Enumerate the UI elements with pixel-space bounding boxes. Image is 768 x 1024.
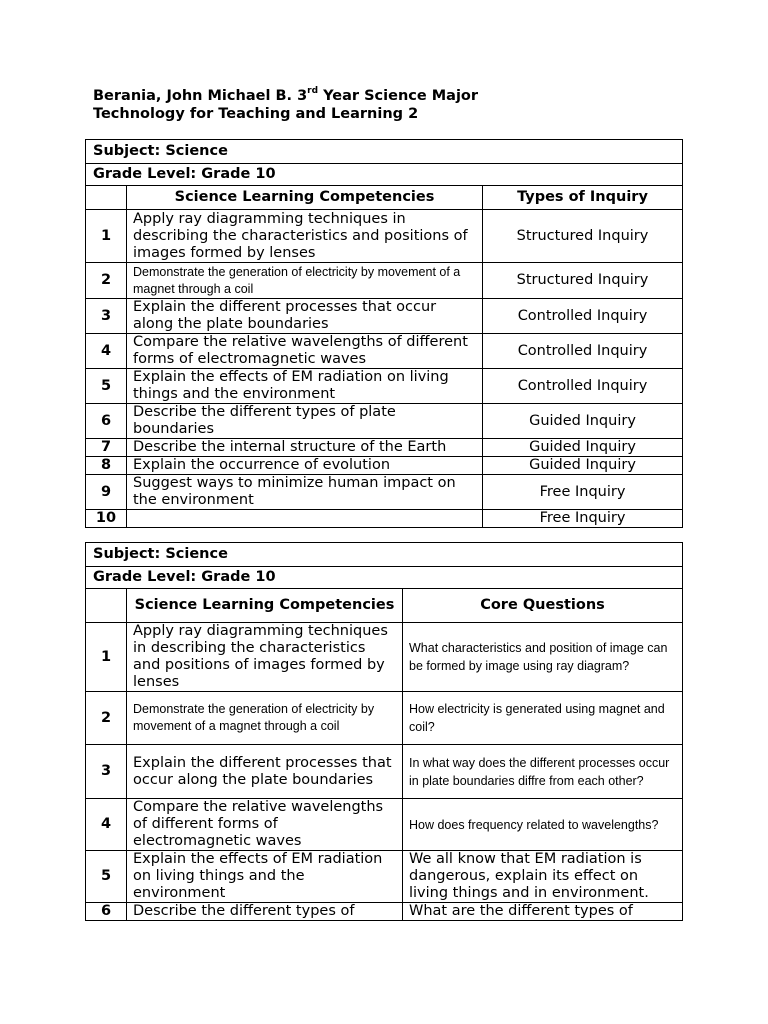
competency-cell: Apply ray diagramming techniques in describing the characteristics and positions of images formed by lenses — [127, 623, 403, 692]
inquiry-column-header: Types of Inquiry — [483, 186, 683, 210]
row-number: 2 — [86, 263, 127, 299]
competency-cell: Explain the effects of EM radiation on living things and the environment — [127, 369, 483, 404]
table-row — [86, 334, 683, 369]
grade-label: Grade Level: Grade 10 — [86, 164, 683, 186]
row-number: 4 — [86, 799, 127, 851]
row-number: 4 — [86, 334, 127, 369]
subject-label: Subject: Science — [86, 140, 683, 164]
competency-cell: Describe the different types of plate boundaries — [127, 404, 483, 439]
table-row — [86, 510, 683, 528]
competency-cell: Describe the internal structure of the Earth — [127, 439, 483, 457]
author-line: Berania, John Michael B. 3rd Year Science Major — [93, 86, 479, 104]
inquiry-table — [85, 139, 683, 528]
table-row — [86, 799, 683, 851]
questions-column-header: Core Questions — [403, 589, 683, 623]
competency-column-header: Science Learning Competencies — [127, 589, 403, 623]
row-number: 1 — [86, 210, 127, 263]
row-number: 1 — [86, 623, 127, 692]
question-cell: How does frequency related to wavelengths? — [403, 799, 683, 851]
table-row — [86, 210, 683, 263]
row-number: 9 — [86, 475, 127, 510]
question-cell: What are the different types of — [403, 903, 683, 921]
question-cell: What characteristics and position of image can be formed by image using ray diagram? — [403, 623, 683, 692]
table-row — [86, 369, 683, 404]
competency-cell: Apply ray diagramming techniques in describing the characteristics and positions of images formed by lenses — [127, 210, 483, 263]
row-number: 6 — [86, 404, 127, 439]
row-number: 10 — [86, 510, 127, 528]
table-row — [86, 692, 683, 745]
row-number: 2 — [86, 692, 127, 745]
inquiry-cell: Free Inquiry — [483, 475, 683, 510]
row-number: 3 — [86, 299, 127, 334]
competency-cell: Demonstrate the generation of electricity by movement of a magnet through a coil — [127, 263, 483, 299]
inquiry-cell: Structured Inquiry — [483, 210, 683, 263]
table-row — [86, 475, 683, 510]
table-row — [86, 623, 683, 692]
row-number: 6 — [86, 903, 127, 921]
inquiry-cell: Free Inquiry — [483, 510, 683, 528]
row-number: 3 — [86, 745, 127, 799]
inquiry-cell: Structured Inquiry — [483, 263, 683, 299]
row-number: 5 — [86, 369, 127, 404]
competency-cell: Explain the effects of EM radiation on living things and the environment — [127, 851, 403, 903]
table-row — [86, 851, 683, 903]
table-row — [86, 263, 683, 299]
row-number: 5 — [86, 851, 127, 903]
question-cell: In what way does the different processes occur in plate boundaries diffre from each other? — [403, 745, 683, 799]
table-row — [86, 745, 683, 799]
table-row — [86, 299, 683, 334]
inquiry-cell: Controlled Inquiry — [483, 299, 683, 334]
inquiry-cell: Guided Inquiry — [483, 457, 683, 475]
inquiry-cell: Controlled Inquiry — [483, 369, 683, 404]
table-header-row — [86, 186, 683, 210]
row-number: 8 — [86, 457, 127, 475]
competency-cell: Explain the different processes that occur along the plate boundaries — [127, 299, 483, 334]
question-cell: How electricity is generated using magnet and coil? — [403, 692, 683, 745]
inquiry-cell: Controlled Inquiry — [483, 334, 683, 369]
table-header-row — [86, 589, 683, 623]
table-row — [86, 903, 683, 921]
core-questions-table — [85, 542, 683, 921]
inquiry-cell: Guided Inquiry — [483, 439, 683, 457]
competency-cell: Compare the relative wavelengths of different forms of electromagnetic waves — [127, 799, 403, 851]
competency-cell: Explain the different processes that occur along the plate boundaries — [127, 745, 403, 799]
document-header — [93, 87, 478, 123]
subject-label: Subject: Science — [86, 543, 683, 567]
competency-cell — [127, 510, 483, 528]
competency-column-header: Science Learning Competencies — [127, 186, 483, 210]
competency-cell: Describe the different types of — [127, 903, 403, 921]
table-row — [86, 439, 683, 457]
table-row — [86, 457, 683, 475]
grade-label: Grade Level: Grade 10 — [86, 567, 683, 589]
competency-cell: Compare the relative wavelengths of different forms of electromagnetic waves — [127, 334, 483, 369]
competency-cell: Demonstrate the generation of electricity by movement of a magnet through a coil — [127, 692, 403, 745]
inquiry-cell: Guided Inquiry — [483, 404, 683, 439]
competency-cell: Suggest ways to minimize human impact on the environment — [127, 475, 483, 510]
row-number: 7 — [86, 439, 127, 457]
course-title: Technology for Teaching and Learning 2 — [93, 106, 419, 122]
table-row — [86, 404, 683, 439]
question-cell: We all know that EM radiation is dangerous, explain its effect on living things and in environment. — [403, 851, 683, 903]
competency-cell: Explain the occurrence of evolution — [127, 457, 483, 475]
